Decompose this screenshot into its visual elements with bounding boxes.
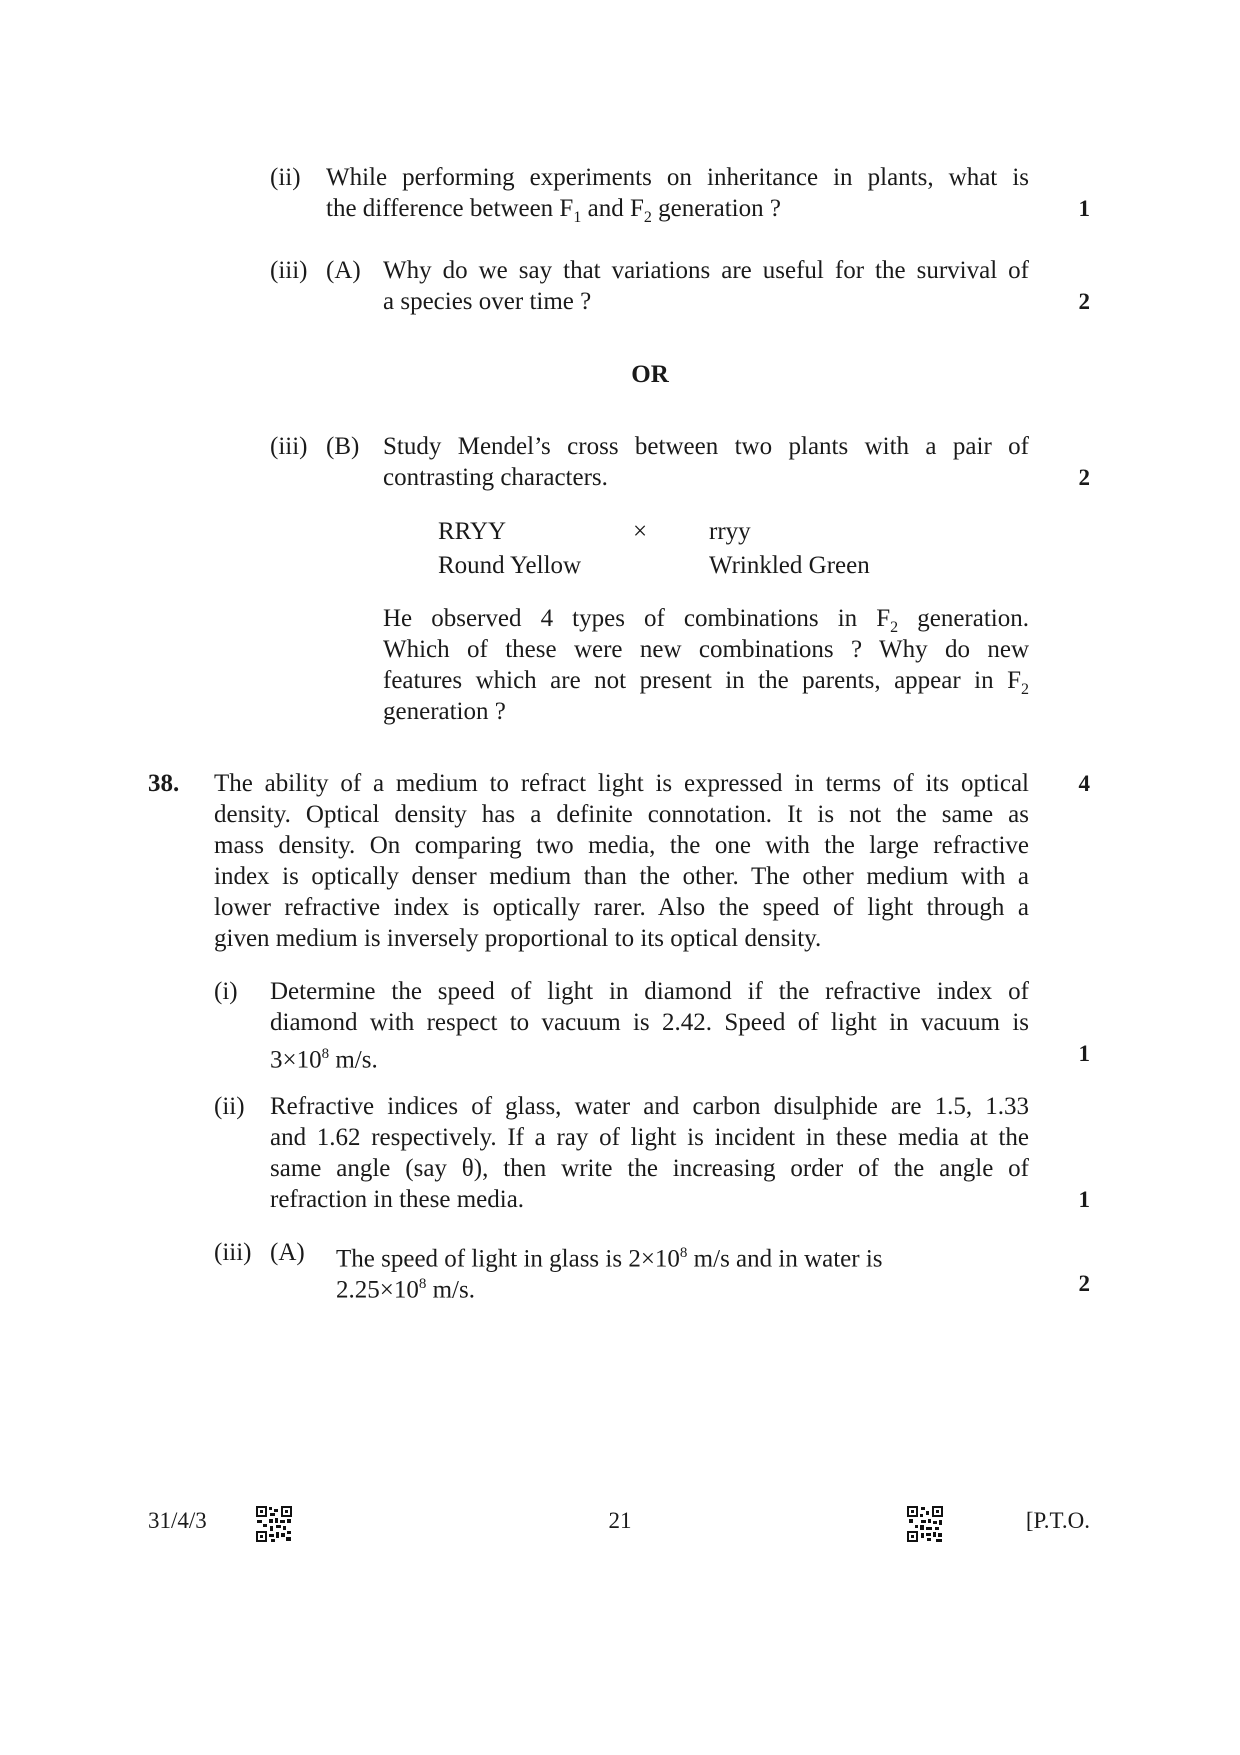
qr-code-icon — [906, 1505, 944, 1543]
q38-i-line2: diamond with respect to vacuum is 2.42. Speed of light in vacuum is — [270, 1009, 1029, 1036]
q37-iiiA-line1: Why do we say that variations are useful for the survival of — [383, 257, 1029, 284]
q37-iiiB-para-line4: generation ? — [383, 698, 506, 725]
q37-iiiB-mark: 2 — [1078, 465, 1090, 490]
q37-ii-line1: While performing experiments on inheritance in plants, what is — [326, 164, 1029, 191]
q37-iiiA-label: (iii) — [270, 257, 308, 284]
q37-ii-line2: the difference between $F_1$ and $F_2$ generation ? — [326, 195, 781, 226]
or-separator: OR — [631, 361, 669, 388]
q38-i-label: (i) — [214, 978, 238, 1005]
q38-passage-line: given medium is inversely proportional to its optical density. — [214, 925, 822, 952]
q38-iiiA-mark: 2 — [1078, 1271, 1090, 1296]
footer-paper-code: 31/4/3 — [148, 1508, 207, 1533]
q38-ii-line2: and 1.62 respectively. If a ray of light is incident in these media at the — [270, 1124, 1029, 1151]
q38-passage-line: lower refractive index is optically rarer. Also the speed of light through a — [214, 894, 1029, 921]
q38-ii-mark: 1 — [1078, 1187, 1090, 1212]
q37-iiiB-line1: Study Mendel’s cross between two plants with a pair of — [383, 433, 1029, 460]
q37-iiiA-option: (A) — [326, 257, 361, 284]
q38-i-mark: 1 — [1078, 1041, 1090, 1066]
q37-ii-mark: 1 — [1078, 196, 1090, 221]
q38-iiiA-line1: The speed of light in glass is $2\times 10^8$ m/s and in water is — [336, 1245, 883, 1273]
footer-pto: [P.T.O. — [1025, 1508, 1090, 1533]
q38-ii-line3: same angle (say θ), then write the increasing order of the angle of — [270, 1155, 1029, 1182]
cross-parent1-phenotype: Round Yellow — [438, 552, 582, 579]
q37-iiiB-para-line2: Which of these were new combinations ? Why do new — [383, 636, 1029, 663]
q38-iiiA-label: (iii) — [214, 1239, 252, 1266]
cross-parent2-phenotype: Wrinkled Green — [709, 552, 870, 579]
q38-iiiA-line2: $2.25\times 10^8$ m/s. — [336, 1276, 475, 1304]
q38-passage-line: mass density. On comparing two media, the one with the large refractive — [214, 832, 1029, 859]
q38-number: 38. — [148, 770, 180, 797]
q38-passage-line: index is optically denser medium than the other. The other medium with a — [214, 863, 1029, 890]
q38-passage-line: density. Optical density has a definite connotation. It is not the same as — [214, 801, 1029, 828]
footer-page-number: 21 — [608, 1508, 632, 1533]
q37-iiiA-line2: a species over time ? — [383, 288, 592, 315]
q37-iiiB-option: (B) — [326, 433, 360, 460]
q38-ii-line1: Refractive indices of glass, water and carbon disulphide are 1.5, 1.33 — [270, 1093, 1029, 1120]
q37-iiiB-para-line1: He observed 4 types of combinations in $F_2$ generation. — [383, 605, 1029, 636]
q37-iiiA-mark: 2 — [1078, 289, 1090, 314]
q38-passage-line: The ability of a medium to refract light is expressed in terms of its optical — [214, 770, 1029, 797]
q37-iiiB-line2: contrasting characters. — [383, 464, 608, 491]
q38-mark: 4 — [1078, 771, 1090, 796]
cross-times-symbol: × — [633, 518, 648, 545]
cross-parent1-genotype: RRYY — [438, 518, 507, 545]
q37-ii-label: (ii) — [270, 164, 301, 191]
q38-iiiA-option: (A) — [270, 1239, 305, 1266]
q38-ii-label: (ii) — [214, 1093, 245, 1120]
cross-parent2-genotype: rryy — [709, 518, 751, 545]
q38-ii-line4: refraction in these media. — [270, 1186, 525, 1213]
q37-iiiB-label: (iii) — [270, 433, 308, 460]
q38-i-line3: $3\times 10^8$ m/s. — [270, 1046, 378, 1074]
q38-i-line1: Determine the speed of light in diamond if the refractive index of — [270, 978, 1029, 1005]
qr-code-icon — [255, 1505, 293, 1543]
q37-iiiB-para-line3: features which are not present in the parents, appear in $F_2$ — [383, 667, 1029, 698]
